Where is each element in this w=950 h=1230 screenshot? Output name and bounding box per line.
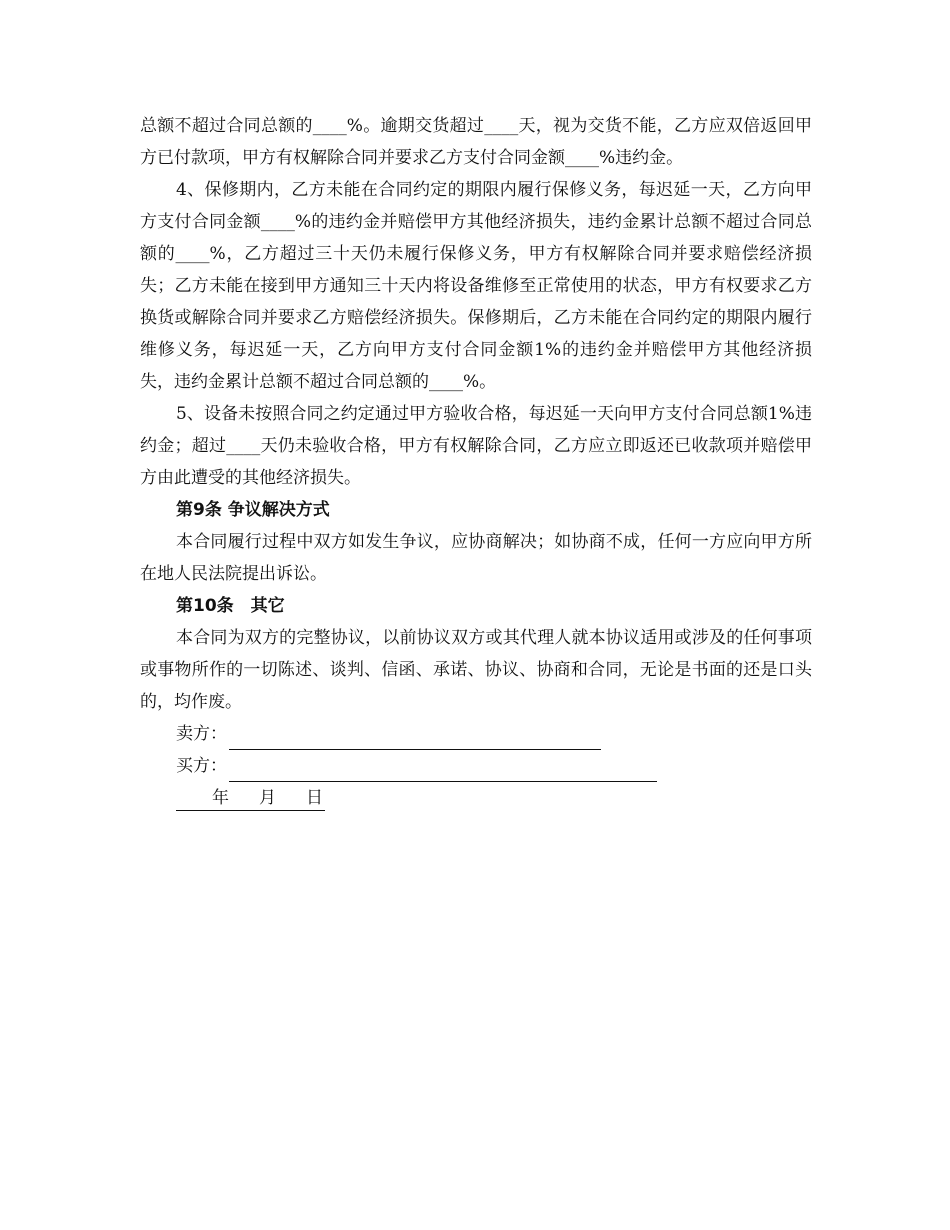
contract-page	[140, 110, 812, 814]
date-year-label: 年	[212, 788, 229, 808]
paragraph-penalty-continued: 总额不超过合同总额的____%。逾期交货超过____天，视为交货不能，乙方应双倍返回甲方已付款项，甲方有权解除合同并要求乙方支付合同金额____%违约金。	[140, 116, 812, 168]
buyer-label: 买方：	[176, 756, 227, 776]
buyer-signature-line	[229, 759, 657, 782]
article-10-body: 本合同为双方的完整协议，以前协议双方或其代理人就本协议适用或涉及的任何事项或事物所作的一切陈述、谈判、信函、承诺、协议、协商和合同，无论是书面的还是口头的，均作废。	[140, 628, 812, 712]
article-9-body: 本合同履行过程中双方如发生争议，应协商解决；如协商不成，任何一方应向甲方所在地人民法院提出诉讼。	[140, 532, 812, 584]
seller-signature-row	[140, 718, 812, 750]
date-day-label: 日	[306, 788, 323, 808]
paragraph-acceptance-penalty: 5、设备未按照合同之约定通过甲方验收合格，每迟延一天向甲方支付合同总额1%违约金；超过____天仍未验收合格，甲方有权解除合同，乙方应立即返还已收款项并赔偿甲方由此遭受的其他经济损失。	[140, 404, 812, 488]
paragraph-warranty-penalty: 4、保修期内，乙方未能在合同约定的期限内履行保修义务，每迟延一天，乙方向甲方支付合同金额____%的违约金并赔偿甲方其他经济损失，违约金累计总额不超过合同总额的____%，乙方超过三十天仍未履行保修义务，甲方有权解除合同并要求赔偿经济损失；乙方未能在接到甲方通知三十天内将设备维修至正常使用的状态，甲方有权要求乙方换货或解除合同并要求乙方赔偿经济损失。保修期后，乙方未能在合同约定的期限内履行维修义务，每迟延一天，乙方向甲方支付合同金额1%的违约金并赔偿甲方其他经济损失，违约金累计总额不超过合同总额的____%。	[140, 180, 812, 392]
seller-signature-line	[229, 727, 601, 750]
article-10-heading: 第10条 其它	[176, 596, 285, 616]
buyer-signature-row	[140, 750, 812, 782]
seller-label: 卖方：	[176, 724, 227, 744]
article-9-heading: 第9条 争议解决方式	[176, 500, 330, 520]
date-month-label: 月	[259, 788, 276, 808]
signature-date-row	[140, 782, 812, 814]
signature-date	[176, 786, 325, 811]
